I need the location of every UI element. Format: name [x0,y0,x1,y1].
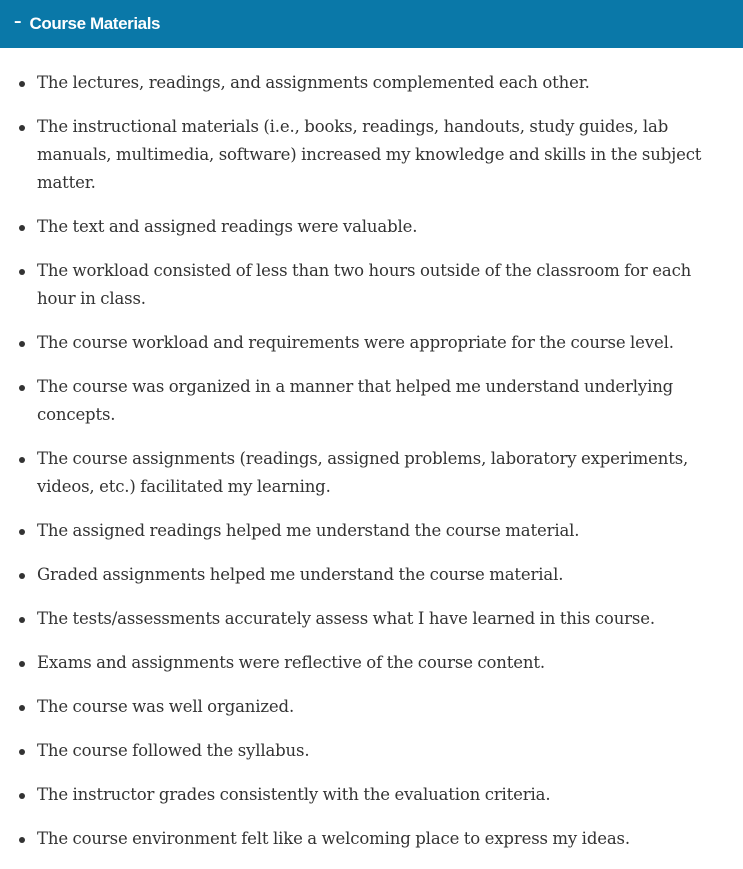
list-item-text: Graded assignments helped me understand the course material. [37,565,564,584]
section-title: Course Materials [29,14,161,33]
bullet-icon [19,837,25,843]
bullet-icon [19,793,25,799]
bullet-icon [19,617,25,623]
list-item-text: The course was well organized. [37,697,295,716]
bullet-icon [19,661,25,667]
list-item [0,693,743,721]
list-item [0,605,743,633]
bullet-icon [19,457,25,463]
bullet-icon [19,81,25,87]
list-item [0,781,743,809]
list-item [0,373,743,429]
list-item [0,649,743,677]
list-item-text: The workload consisted of less than two hours outside of the classroom for each hour in class. [37,261,692,308]
bullet-icon [19,705,25,711]
list-item-text: The course environment felt like a welcoming place to express my ideas. [37,829,630,848]
list-item [0,257,743,313]
list-item [0,517,743,545]
list-item-text: Exams and assignments were reflective of the course content. [37,653,545,672]
bullet-icon [19,125,25,131]
bullet-icon [19,529,25,535]
list-item [0,329,743,357]
list-item [0,737,743,765]
list-item-text: The course workload and requirements were appropriate for the course level. [37,333,674,352]
bullet-icon [19,385,25,391]
list-item [0,445,743,501]
accordion-header-course-materials[interactable] [0,0,743,48]
bullet-icon [19,749,25,755]
bullet-icon [19,573,25,579]
bullet-icon [19,341,25,347]
minus-icon[interactable]: – [14,11,22,30]
list-item [0,561,743,589]
list-item-text: The course was organized in a manner that helped me understand underlying concepts. [37,377,674,424]
list-item-text: The lectures, readings, and assignments complemented each other. [37,73,590,92]
bullet-icon [19,225,25,231]
list-item-text: The text and assigned readings were valuable. [37,217,418,236]
list-item-text: The course followed the syllabus. [37,741,310,760]
list-item-text: The instructor grades consistently with the evaluation criteria. [37,785,551,804]
bullet-icon [19,269,25,275]
list-item-text: The assigned readings helped me understand the course material. [37,521,580,540]
list-item [0,113,743,197]
list-item-text: The course assignments (readings, assigned problems, laboratory experiments, videos, etc.) facilitated my learning. [37,449,689,496]
list-item [0,69,743,97]
list-item [0,825,743,853]
list-item [0,213,743,241]
course-materials-list [0,69,743,869]
list-item-text: The instructional materials (i.e., books, readings, handouts, study guides, lab manuals, multimedia, software) increased my knowledge and skills in the subject matter. [37,117,702,192]
list-item-text: The tests/assessments accurately assess what I have learned in this course. [37,609,655,628]
